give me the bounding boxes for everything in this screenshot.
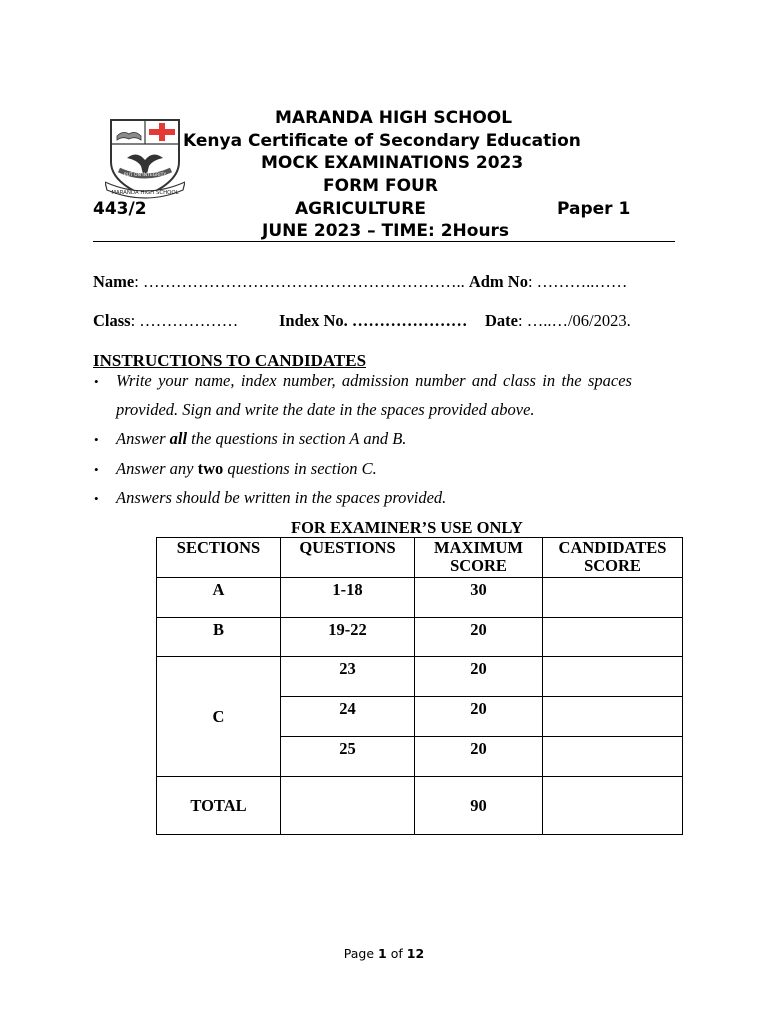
page-footer — [0, 946, 768, 961]
questions-cell: 1-18 — [281, 578, 415, 618]
table-row — [157, 618, 683, 657]
header-maximum-score: MAXIMUM SCORE — [415, 538, 543, 578]
name-label: Name — [93, 272, 135, 291]
candidate-score-cell[interactable] — [543, 578, 683, 618]
page-current: 1 — [378, 946, 387, 961]
max-score-cell: 20 — [415, 657, 543, 697]
total-candidate-score-cell[interactable] — [543, 777, 683, 835]
subject-title: AGRICULTURE — [295, 199, 426, 219]
section-cell: C — [157, 657, 281, 777]
date-label: Date — [485, 311, 518, 330]
certificate-title: Kenya Certificate of Secondary Education — [183, 131, 581, 151]
table-row — [157, 657, 683, 697]
max-score-cell: 30 — [415, 578, 543, 618]
exam-title: MOCK EXAMINATIONS 2023 — [261, 153, 524, 173]
school-crest-logo — [105, 116, 185, 202]
index-field[interactable]: Index No. ………………… — [279, 311, 468, 330]
instruction-3: Answer any two questions in section C. — [116, 459, 377, 478]
bullet-icon: • — [94, 462, 99, 477]
total-questions-cell — [281, 777, 415, 835]
candidate-score-cell[interactable] — [543, 737, 683, 777]
subject-code: 443/2 — [93, 199, 147, 219]
page-total: 12 — [406, 946, 425, 961]
examiner-score-table — [156, 537, 683, 835]
class-input-line[interactable]: : ……………… — [130, 311, 239, 330]
school-name: MARANDA HIGH SCHOOL — [275, 108, 513, 128]
questions-cell: 19-22 — [281, 618, 415, 657]
date-time: JUNE 2023 – TIME: 2Hours — [262, 221, 510, 241]
name-input-line[interactable]: : ………………………………………………….. — [134, 272, 465, 291]
date-input-line[interactable]: : …..…/06/2023. — [517, 311, 631, 330]
of-word: of — [390, 946, 403, 961]
candidate-score-cell[interactable] — [543, 697, 683, 737]
section-cell: B — [157, 618, 281, 657]
candidate-score-cell[interactable] — [543, 657, 683, 697]
questions-cell: 25 — [281, 737, 415, 777]
total-label: TOTAL — [157, 777, 281, 835]
questions-cell: 23 — [281, 657, 415, 697]
instructions-heading: INSTRUCTIONS TO CANDIDATES — [93, 351, 367, 370]
header-sections: SECTIONS — [157, 538, 281, 578]
paper-number: Paper 1 — [557, 199, 631, 219]
date-field-row — [485, 311, 631, 331]
instruction-4: Answers should be written in the spaces provided. — [116, 488, 447, 507]
header-divider — [93, 241, 675, 242]
adm-label: Adm No — [468, 272, 528, 291]
table-row — [157, 578, 683, 618]
adm-input-line[interactable]: : ………..…… — [527, 272, 628, 291]
max-score-cell: 20 — [415, 697, 543, 737]
max-score-cell: 20 — [415, 618, 543, 657]
bullet-icon: • — [94, 374, 99, 389]
header-candidates-score: CANDIDATES SCORE — [543, 538, 683, 578]
page-word: Page — [343, 946, 375, 961]
examiner-table-title: FOR EXAMINER’S USE ONLY — [291, 518, 523, 537]
total-max-score: 90 — [415, 777, 543, 835]
instruction-1-line2: provided. Sign and write the date in the spaces provided above. — [116, 400, 535, 419]
svg-text:PUT ON INTEGRITY: PUT ON INTEGRITY — [123, 173, 167, 178]
total-row — [157, 777, 683, 835]
svg-text:MARANDA HIGH SCHOOL: MARANDA HIGH SCHOOL — [111, 190, 179, 196]
bullet-icon: • — [94, 491, 99, 506]
table-header-row — [157, 538, 683, 578]
instruction-1-line1: Write your name, index number, admission number and class in the spaces — [116, 371, 632, 390]
bullet-icon: • — [94, 432, 99, 447]
max-score-cell: 20 — [415, 737, 543, 777]
class-field-row — [93, 311, 238, 331]
instruction-2: Answer all the questions in section A and B. — [116, 429, 407, 448]
name-field-row — [93, 272, 627, 292]
header-questions: QUESTIONS — [281, 538, 415, 578]
class-label: Class — [93, 311, 131, 330]
candidate-score-cell[interactable] — [543, 618, 683, 657]
questions-cell: 24 — [281, 697, 415, 737]
section-cell: A — [157, 578, 281, 618]
form-title: FORM FOUR — [323, 176, 438, 196]
